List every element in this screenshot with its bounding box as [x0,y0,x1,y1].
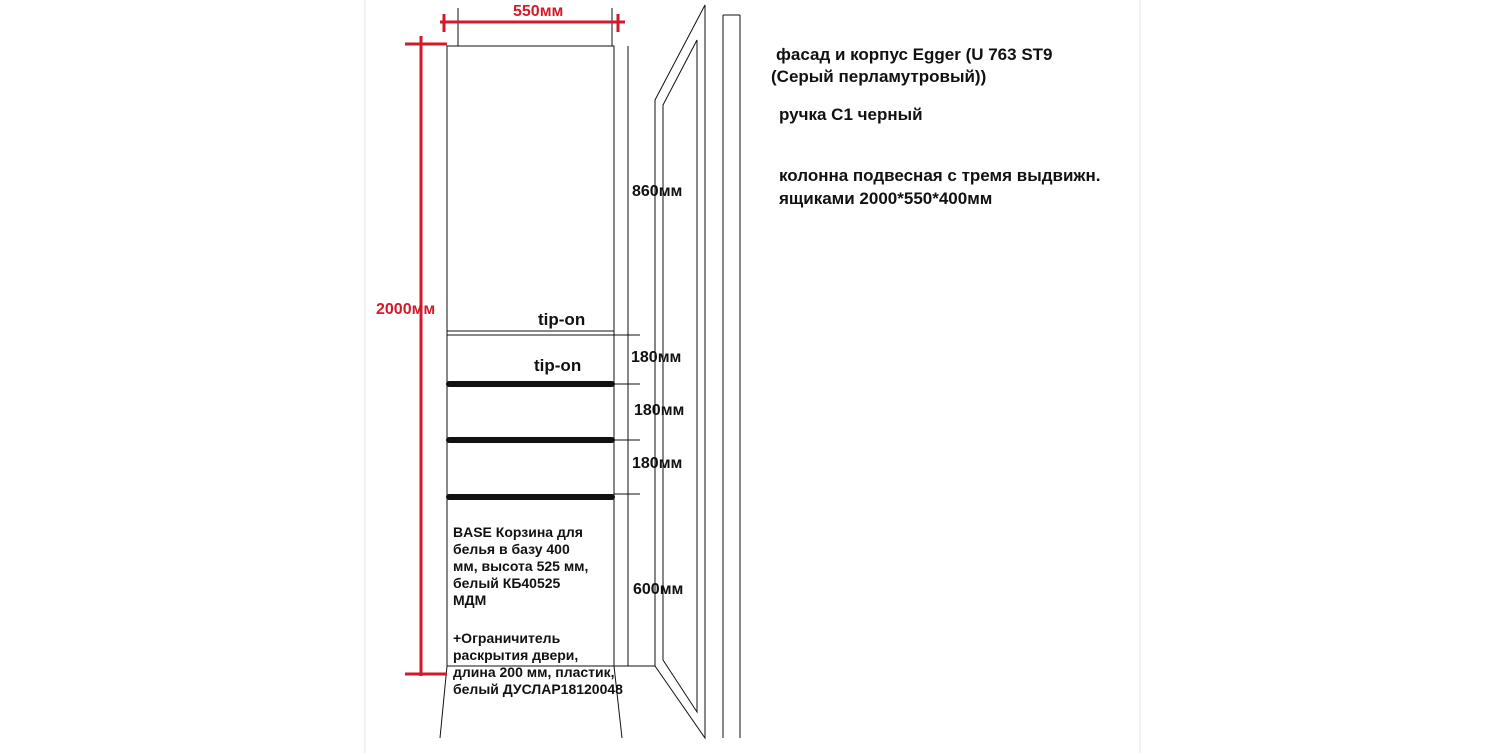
leg-left [440,666,447,738]
drawer-2-label: 180мм [634,402,685,419]
basket-note-line: BASE Корзина для [453,524,583,540]
limiter-note-line: белый ДУСЛАР18120048 [453,681,623,697]
basket-note-line: белья в базу 400 [453,541,570,557]
drawer-3-label: 180мм [632,455,683,472]
spec-column-line2: ящиками 2000*550*400мм [779,189,993,208]
spec-material-line1: фасад и корпус Egger (U 763 ST9 [776,45,1053,64]
basket-note-line: мм, высота 525 мм, [453,558,589,574]
bottom-section-label: 600мм [633,581,684,598]
basket-note [453,524,588,609]
spec-column-line1: колонна подвесная с тремя выдвижн. [779,166,1101,185]
limiter-note [453,630,623,698]
spec-handle: ручка С1 черный [779,105,923,124]
limiter-note-line: длина 200 мм, пластик, [453,664,615,680]
basket-note-line: белый КБ40525 [453,575,561,591]
limiter-note-line: +Ограничитель [453,630,561,646]
tip-on-label-lower: tip-on [534,356,582,375]
tip-on-label-upper: tip-on [538,310,586,329]
door-inner [663,40,697,712]
width-label: 550мм [513,3,564,20]
limiter-note-line: раскрытия двери, [453,647,579,663]
top-section-label: 860мм [632,183,683,200]
height-label: 2000мм [376,301,436,318]
spec-material-line2: (Серый перламутровый)) [771,67,987,86]
drawer-1-label: 180мм [631,349,682,366]
basket-note-line: МДМ [453,592,487,608]
